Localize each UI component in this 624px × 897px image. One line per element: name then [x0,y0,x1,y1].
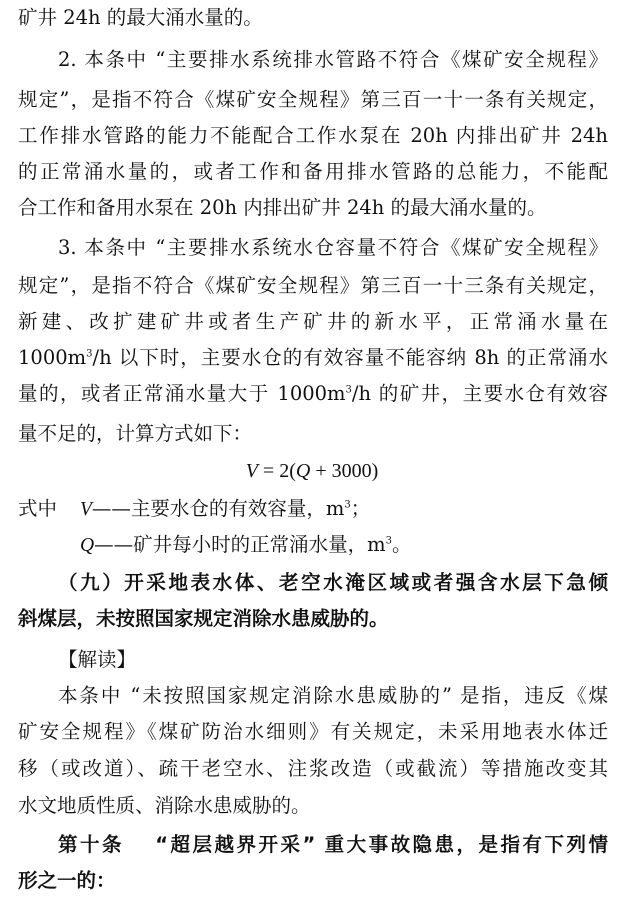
definition-v: V——主要水仓的有效容量，$m^3$； [80,497,371,520]
item-3-line-3: 新建、改扩建矿井或者生产矿井的新水平，正常涌水量在 [18,310,608,333]
item-2-line-5: 合工作和备用水泵在 20h 内排出矿井 24h 的最大涌水量的。 [18,196,547,219]
item-3-line-6: 量不足的，计算方式如下： [18,422,253,445]
article-10-heading-line-2: 形之一的： [18,869,116,892]
item-3-line-4: $1000m^3/h$ 以下时，主要水仓的有效容量不能容纳 8h 的正常涌水 [18,346,608,369]
interpretation-line-1: 本条中 “未按照国家规定消除水患威胁的” 是指，违反《煤 [58,684,608,707]
item-3-line-2: 规定”，是指不符合《煤矿安全规程》第三百一十三条有关规定， [18,274,608,297]
item-3-line-5: 量的，或者正常涌水量大于 $1000m^3/h$ 的矿井，主要水仓有效容 [18,382,608,405]
text-line: 矿井 24h 的最大涌水量的。 [18,6,263,29]
section-9-heading-line-2: 斜煤层，未按照国家规定消除水患威胁的。 [18,607,389,630]
definition-q: Q——矿井每小时的正常涌水量，$m^3$。 [80,533,412,556]
item-2-line-2: 规定”，是指不符合《煤矿安全规程》第三百一十一条有关规定， [18,88,608,111]
formula: V = 2(Q + 3000) [245,460,379,482]
item-2-line-1: 2. 本条中 “主要排水系统排水管路不符合《煤矿安全规程》 [58,48,608,71]
formula-where-label: 式中 [18,497,58,520]
item-2-line-4: 的正常涌水量的，或者工作和备用排水管路的总能力，不能配 [18,160,608,183]
interpretation-line-4: 水文地质性质、消除水患威胁的。 [18,794,311,817]
item-2-line-3: 工作排水管路的能力不能配合工作水泵在 20h 内排出矿井 24h [18,124,608,147]
interpretation-line-2: 矿安全规程》《煤矿防治水细则》有关规定，未采用地表水体迁 [18,720,608,743]
section-9-heading-line-1: （九）开采地表水体、老空水淹区域或者强含水层下急倾 [58,571,608,594]
interpretation-heading: 【解读】 [58,648,137,671]
article-10-heading-line-1: 第十条 “超层越界开采” 重大事故隐患，是指有下列情 [58,833,608,856]
interpretation-line-3: 移（或改道）、疏干老空水、注浆改造（或截流）等措施改变其 [18,757,608,780]
item-3-line-1: 3. 本条中 “主要排水系统水仓容量不符合《煤矿安全规程》 [58,236,608,259]
